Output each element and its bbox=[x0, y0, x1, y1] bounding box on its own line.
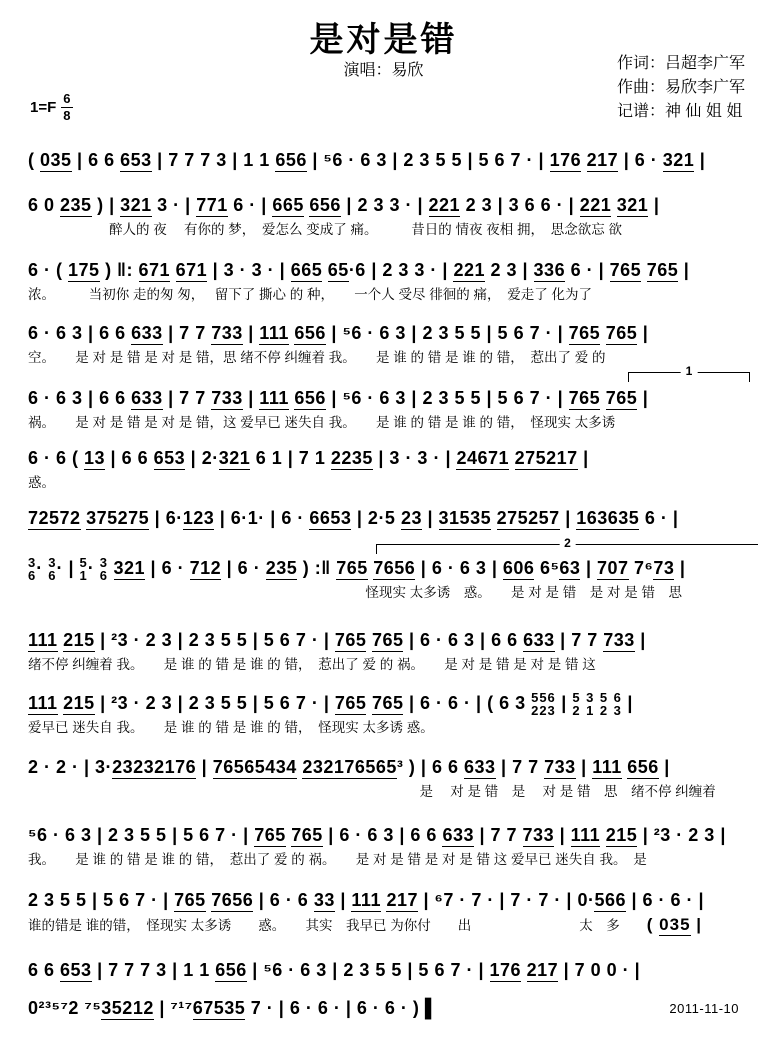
beamed-note-group: 765 bbox=[334, 693, 367, 713]
beamed-note-group: 111 bbox=[592, 757, 622, 777]
lyrics-line: 我。 是 谁 的 错 是 谁 的 错， 惹出了 爱 的 祸。 是 对 是 错 是 对 是 错 这 爱早已 迷失自 我。 是 bbox=[28, 852, 647, 867]
lyrics-line: 是 对 是 错 是 对 是 错 思 绪不停 纠缠着 bbox=[28, 784, 716, 799]
volta-2-label: 2 bbox=[559, 536, 576, 550]
beamed-note-group: 72572 bbox=[28, 508, 81, 528]
stacked-chord: 3 1 bbox=[586, 689, 595, 719]
notation-line: 2 · 2 · | 3·23232176 | 76565434 232176565³ ) | 6 6 633 | 7 7 733 | 111 656 | bbox=[28, 757, 670, 777]
beamed-note-group: 671 bbox=[138, 260, 171, 280]
beamed-note-group: 633 bbox=[463, 757, 496, 777]
beamed-note-group: 733 bbox=[603, 630, 635, 650]
credits-block bbox=[617, 52, 745, 124]
score-line-4 bbox=[28, 318, 759, 368]
beamed-note-group: 65 bbox=[327, 260, 349, 280]
beamed-note-group: 63 bbox=[559, 558, 581, 578]
volta-1-label: 1 bbox=[681, 364, 698, 378]
beamed-note-group: 336 bbox=[533, 260, 566, 280]
transcription-date: 2011-11-10 bbox=[669, 1001, 739, 1016]
stacked-chord: 6 3 bbox=[613, 689, 622, 719]
beamed-note-group: 606 bbox=[502, 558, 535, 578]
beamed-note-group: 7656 bbox=[373, 558, 416, 578]
beamed-note-group: 771 bbox=[196, 195, 228, 215]
time-signature bbox=[61, 92, 72, 122]
stacked-chord: 3 6 bbox=[28, 554, 37, 584]
beamed-note-group: 765 bbox=[646, 260, 679, 280]
beamed-note-group: 656 bbox=[215, 960, 247, 980]
beamed-note-group: 235 bbox=[60, 195, 92, 215]
lyrics-line: 惑。 bbox=[28, 475, 55, 490]
beamed-note-group: 33 bbox=[313, 890, 335, 910]
beamed-note-group: 215 bbox=[63, 630, 95, 650]
beamed-note-group: 215 bbox=[605, 825, 638, 845]
beamed-note-group: 321 bbox=[616, 195, 649, 215]
volta-bracket-2 bbox=[376, 536, 758, 554]
stacked-chord: 5 1 bbox=[79, 554, 88, 584]
beamed-note-group: 765 bbox=[174, 890, 206, 910]
beamed-note-group: 163635 bbox=[576, 508, 640, 528]
beamed-note-group: 035 bbox=[659, 915, 691, 934]
beamed-note-group: 707 bbox=[597, 558, 629, 578]
stacked-chord: 3 6 bbox=[99, 554, 108, 584]
beamed-note-group: 31535 bbox=[438, 508, 492, 528]
beamed-note-group: 111 bbox=[28, 630, 58, 650]
beamed-note-group: 656 bbox=[309, 195, 341, 215]
beamed-note-group: 275257 bbox=[496, 508, 560, 528]
beamed-note-group: 23 bbox=[400, 508, 422, 528]
notation-line: 3 6 · 3 6 · | 5 1 · 3 6 321 | 6 · 712 | 6 · 235 ) :‖ 765 7656 | 6 · 6 3 | 606 6⁵63 | 707 7⁶73 | bbox=[28, 554, 686, 584]
lyrics-line: 绪不停 纠缠着 我。 是 谁 的 错 是 谁 的 错， 惹出了 爱 的 祸。 是 对 是 错 是 对 是 错 这 bbox=[28, 657, 596, 672]
beamed-note-group: 633 bbox=[523, 630, 555, 650]
stacked-chord: 556 223 bbox=[531, 689, 556, 719]
beamed-note-group: 24671 bbox=[456, 448, 510, 468]
beamed-note-group: 733 bbox=[211, 388, 243, 408]
score-line-13 bbox=[28, 885, 759, 935]
beamed-note-group: 653 bbox=[153, 448, 186, 468]
beamed-note-group: 633 bbox=[131, 323, 163, 343]
beamed-note-group: 111 bbox=[351, 890, 381, 910]
beamed-note-group: 665 bbox=[272, 195, 304, 215]
beamed-note-group: 67535 bbox=[192, 998, 246, 1018]
beamed-note-group: 566 bbox=[594, 890, 626, 910]
beamed-note-group: 7656 bbox=[211, 890, 254, 910]
beamed-note-group: 175 bbox=[68, 260, 100, 280]
beamed-note-group: 656 bbox=[275, 150, 307, 170]
beamed-note-group: 73 bbox=[653, 558, 675, 578]
beamed-note-group: 656 bbox=[294, 388, 326, 408]
score-body bbox=[0, 140, 767, 1023]
beamed-note-group: 217 bbox=[526, 960, 559, 980]
lyricist-credit: 作词：吕超李广军 bbox=[616, 55, 745, 72]
beamed-note-group: 221 bbox=[453, 260, 485, 280]
score-line-15 bbox=[28, 993, 759, 1023]
inline-notation-fragment: ( 035 | bbox=[646, 915, 703, 934]
beamed-note-group: 653 bbox=[60, 960, 92, 980]
lyrics-line: 浓。 当初你 走的匆 匆， 留下了 撕心 的 种， 一个人 受尽 徘徊的 痛， 爱走了 化为了 bbox=[28, 287, 593, 302]
score-line-2 bbox=[28, 190, 759, 240]
lyrics-line: 谁的错是 谁的错， 怪现实 太多诱 惑。 其实 我早已 为你付 出 太 多 ( 035 | bbox=[28, 915, 703, 934]
beamed-note-group: 633 bbox=[131, 388, 163, 408]
beamed-note-group: 23232176 bbox=[112, 757, 197, 777]
beamed-note-group: 765 bbox=[568, 323, 601, 343]
beamed-note-group: 321 bbox=[218, 448, 251, 468]
beamed-note-group: 13 bbox=[84, 448, 106, 468]
notation-line: 0²³⁵⁷2 ⁷⁵35212 | ⁷¹⁷67535 7 · | 6 · 6 · | 6 · 6 · ) ▌ bbox=[28, 998, 439, 1018]
beamed-note-group: 653 bbox=[120, 150, 152, 170]
performer-credit: 演唱：易欣 bbox=[343, 62, 424, 79]
beamed-note-group: 6653 bbox=[309, 508, 352, 528]
beamed-note-group: 235 bbox=[265, 558, 298, 578]
beamed-note-group: 733 bbox=[211, 323, 243, 343]
transcriber-credit: 记谱：神 仙 姐 姐 bbox=[616, 103, 743, 120]
volta-bracket-1 bbox=[628, 364, 750, 382]
score-line-1 bbox=[28, 145, 759, 175]
beamed-note-group: 765 bbox=[568, 388, 601, 408]
score-line-7 bbox=[28, 503, 759, 533]
beamed-note-group: 321 bbox=[113, 558, 146, 578]
meter-denominator: 8 bbox=[63, 108, 71, 123]
beamed-note-group: 111 bbox=[259, 388, 289, 408]
score-line-12 bbox=[28, 820, 759, 870]
beamed-note-group: 217 bbox=[586, 150, 619, 170]
beamed-note-group: 765 bbox=[371, 693, 404, 713]
beamed-note-group: 765 bbox=[605, 323, 638, 343]
beamed-note-group: 656 bbox=[294, 323, 326, 343]
beamed-note-group: 176 bbox=[549, 150, 582, 170]
beamed-note-group: 671 bbox=[175, 260, 208, 280]
stacked-chord: 5 2 bbox=[599, 689, 609, 719]
beamed-note-group: 375275 bbox=[86, 508, 150, 528]
beamed-note-group: 111 bbox=[28, 693, 58, 713]
beamed-note-group: 665 bbox=[290, 260, 323, 280]
beamed-note-group: 765 bbox=[336, 558, 368, 578]
beamed-note-group: 321 bbox=[120, 195, 152, 215]
score-line-3 bbox=[28, 255, 759, 305]
lyrics-line: 醉人的 夜 有你的 梦， 爱怎么 变成了 痛。 昔日的 情夜 夜相 拥， 思念欲忘 欲 bbox=[28, 222, 623, 237]
score-line-9 bbox=[28, 625, 759, 675]
beamed-note-group: 176 bbox=[489, 960, 522, 980]
beamed-note-group: 633 bbox=[442, 825, 474, 845]
stacked-chord: 5 2 bbox=[572, 689, 581, 719]
beamed-note-group: 765 bbox=[371, 630, 404, 650]
stacked-chord: 3 6 bbox=[48, 554, 57, 584]
score-line-5 bbox=[28, 383, 759, 433]
beamed-note-group: 111 bbox=[259, 323, 289, 343]
beamed-note-group: 111 bbox=[570, 825, 601, 845]
beamed-note-group: 221 bbox=[428, 195, 461, 215]
lyrics-line: 祸。 是 对 是 错 是 对 是 错，这 爱早已 迷失自 我。 是 谁 的 错 是 谁 的 错， 怪现实 太多诱 bbox=[28, 415, 616, 430]
beamed-note-group: 765 bbox=[605, 388, 638, 408]
notation-line: 6 · 6 3 | 6 6 633 | 7 7 733 | 111 656 | ⁵6 · 6 3 | 2 3 5 5 | 5 6 7 · | 765 765 | bbox=[28, 323, 649, 343]
beamed-note-group: 733 bbox=[544, 757, 576, 777]
notation-line: ( 035 | 6 6 653 | 7 7 7 3 | 1 1 656 | ⁵6 · 6 3 | 2 3 5 5 | 5 6 7 · | 176 217 | 6 · 321 | bbox=[28, 150, 706, 170]
beamed-note-group: 35212 bbox=[101, 998, 154, 1018]
lyrics-line: 怪现实 太多诱 惑。 是 对 是 错 是 对 是 错 思 bbox=[28, 585, 683, 600]
notation-line: 6 · ( 175 ) ‖: 671 671 | 3 · 3 · | 665 65·6 | 2 3 3 · | 221 2 3 | 336 6 · | 765 765 | bbox=[28, 260, 690, 280]
composer-credit: 作曲：易欣李广军 bbox=[616, 79, 745, 96]
beamed-note-group: 275217 bbox=[514, 448, 578, 468]
beamed-note-group: 733 bbox=[522, 825, 555, 845]
notation-line: 6 0 235 ) | 321 3 · | 771 6 · | 665 656 | 2 3 3 · | 221 2 3 | 3 6 6 · | 221 321 | bbox=[28, 195, 660, 215]
beamed-note-group: 221 bbox=[579, 195, 612, 215]
beamed-note-group: 656 bbox=[627, 757, 659, 777]
beamed-note-group: 2235 bbox=[330, 448, 373, 468]
beamed-note-group: 765 bbox=[254, 825, 286, 845]
beamed-note-group: 765 bbox=[334, 630, 367, 650]
beamed-note-group: 321 bbox=[662, 150, 695, 170]
notation-line: 111 215 | ²3 · 2 3 | 2 3 5 5 | 5 6 7 · | 765 765 | 6 · 6 · | ( 6 3 556 223 | 5 2 3 1 5 2 6 3 | bbox=[28, 689, 633, 719]
beamed-note-group: 765 bbox=[609, 260, 642, 280]
beamed-note-group: 035 bbox=[40, 150, 72, 170]
beamed-note-group: 217 bbox=[386, 890, 419, 910]
notation-line: ⁵6 · 6 3 | 2 3 5 5 | 5 6 7 · | 765 765 | 6 · 6 3 | 6 6 633 | 7 7 733 | 111 215 | ²3 · 2 3 | bbox=[28, 825, 726, 845]
beamed-note-group: 232176565 bbox=[302, 757, 397, 777]
score-line-8 bbox=[28, 553, 759, 603]
score-line-6 bbox=[28, 443, 759, 493]
score-line-11 bbox=[28, 752, 759, 802]
beamed-note-group: 215 bbox=[63, 693, 95, 713]
beamed-note-group: 712 bbox=[189, 558, 222, 578]
beamed-note-group: 123 bbox=[182, 508, 215, 528]
notation-line: 111 215 | ²3 · 2 3 | 2 3 5 5 | 5 6 7 · | 765 765 | 6 · 6 3 | 6 6 633 | 7 7 733 | bbox=[28, 630, 646, 650]
notation-line: 6 · 6 ( 13 | 6 6 653 | 2·321 6 1 | 7 1 2235 | 3 · 3 · | 24671 275217 | bbox=[28, 448, 589, 468]
notation-line: 6 · 6 3 | 6 6 633 | 7 7 733 | 111 656 | ⁵6 · 6 3 | 2 3 5 5 | 5 6 7 · | 765 765 | bbox=[28, 388, 649, 408]
lyrics-line: 空。 是 对 是 错 是 对 是 错，思 绪不停 纠缠着 我。 是 谁 的 错 是 谁 的 错， 惹出了 爱 的 bbox=[28, 350, 606, 365]
score-line-14 bbox=[28, 955, 759, 985]
score-header bbox=[0, 0, 767, 140]
notation-line: 72572 375275 | 6·123 | 6·1· | 6 · 6653 | 2·5 23 | 31535 275257 | 163635 6 · | bbox=[28, 508, 679, 528]
beamed-note-group: 76565434 bbox=[212, 757, 297, 777]
notation-line: 2 3 5 5 | 5 6 7 · | 765 7656 | 6 · 6 33 | 111 217 | ⁶7 · 7 · | 7 · 7 · | 0·566 | 6 · 6 · | bbox=[28, 890, 705, 910]
lyrics-line: 爱早已 迷失自 我。 是 谁 的 错 是 谁 的 错， 怪现实 太多诱 惑。 bbox=[28, 720, 434, 735]
song-title: 是对是错 bbox=[309, 21, 458, 59]
key-label: 1=F bbox=[30, 98, 57, 116]
score-line-10 bbox=[28, 688, 759, 738]
notation-line: 6 6 653 | 7 7 7 3 | 1 1 656 | ⁵6 · 6 3 | 2 3 5 5 | 5 6 7 · | 176 217 | 7 0 0 · | bbox=[28, 960, 641, 980]
meter-numerator: 6 bbox=[63, 91, 71, 106]
beamed-note-group: 765 bbox=[291, 825, 323, 845]
key-signature bbox=[30, 92, 73, 122]
